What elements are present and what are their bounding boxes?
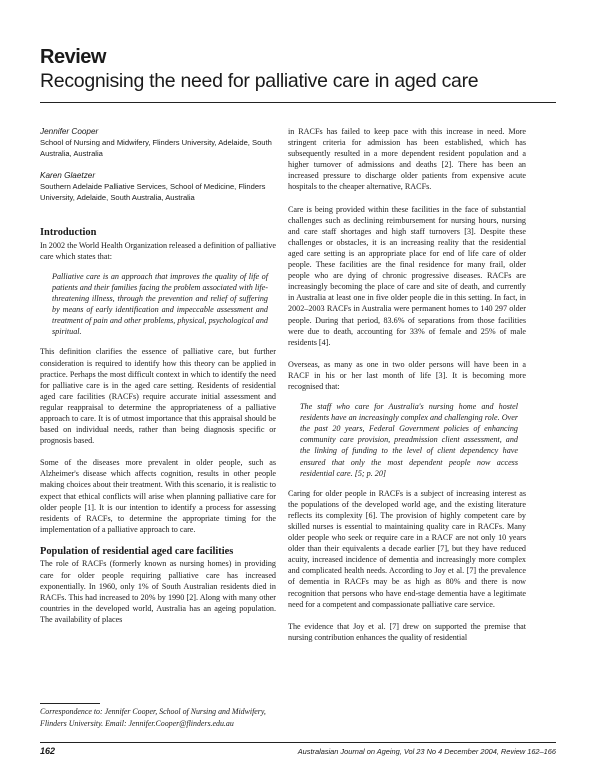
article-title: Recognising the need for palliative care in aged care [40, 70, 479, 92]
correspondence-footnote: Correspondence to: Jennifer Cooper, School of Nursing and Midwifery, Flinders University. Email: Jennifer.Cooper@flinders.edu.au [40, 707, 266, 728]
footnote-rule [40, 703, 100, 704]
author-block-2 [40, 170, 276, 203]
author-affiliation: School of Nursing and Midwifery, Flinders University, Adelaide, South Australia, Australia [40, 138, 272, 159]
page-number: 162 [40, 746, 56, 756]
paragraph: in RACFs has failed to keep pace with this increase in need. More stringent criteria for admission has been established, which has subsequently resulted in a more dependent resident population and a higher turnover of admissions and deaths [2]. There has been an increased pressure to discharge older patients from expensive acute hospitals to the cheaper alternative, RACFs. [288, 127, 526, 192]
footer-rule [40, 742, 556, 743]
paragraph: The evidence that Joy et al. [7] drew on supported the premise that nursing contribution enhances the quality of residential [288, 621, 526, 642]
author-name: Jennifer Cooper [40, 127, 99, 136]
paragraph: This definition clarifies the essence of palliative care, but further consideration is required to identify how this theory can be applied in practice. Perhaps the most difficult context in which to identify the need for palliative care is in the aged care setting. Residents of residential aged care facilities (RACFs) require accurate initial assessment and regular reappraisal to determine the appropriateness of a palliative approach to care. It is of utmost importance that this appraisal should be based on individual needs, rather than being diagnosis specific or prognosis based. [40, 347, 276, 446]
paragraph: In 2002 the World Health Organization released a definition of palliative care which states that: [40, 240, 276, 261]
section-heading-population: Population of residential aged care facilities [40, 545, 234, 557]
section-heading-introduction: Introduction [40, 227, 97, 239]
paragraph: Some of the diseases more prevalent in older people, such as Alzheimer's disease which affects cognition, results in other people making choices about their treatment. With this scenario, it is realistic to expect that ethical conflicts will arise when planning palliative care for older people [1]. It is our intention to identify a process for assessing residents of RACFs, to determine the appropriate timing for the implementation of a palliative approach to care. [40, 458, 276, 534]
journal-citation: Australasian Journal on Ageing, Vol 23 No 4 December 2004, Review 162–166 [297, 747, 556, 756]
author-affiliation: Southern Adelaide Palliative Services, School of Medicine, Flinders University, Adelaide, South Australia, Australia [40, 182, 266, 203]
title-rule [40, 102, 556, 103]
right-column [288, 126, 526, 643]
block-quote: The staff who care for Australia's nursing home and hostel residents have an increasingly complex and challenging role. Over the past 20 years, Federal Government policies of enhancing community care provision, preadmission client assessment, and the linking of funding to the level of client dependency have ensured that only the most dependent people now access residential care. [5; p. 20] [300, 402, 518, 478]
block-quote: Palliative care is an approach that improves the quality of life of patients and their families facing the problem associated with life-threatening illness, through the prevention and relief of suffering by means of early identification and impeccable assessment and treatment of pain and other problems, physical, psychological and spiritual. [52, 271, 268, 337]
author-name: Karen Glaetzer [40, 171, 96, 181]
paragraph: Overseas, as many as one in two older persons will have been in a RACF in his or her last month of life [3]. It is becoming more recognised that: [288, 359, 526, 391]
author-block-1 [40, 126, 276, 159]
left-column [40, 126, 276, 625]
paragraph: The role of RACFs (formerly known as nursing homes) in providing care for older people requiring palliative care has increased exponentially. In 1960, only 1% of South Australian residents died in RACFs. This had increased to 20% by 1990 [2]. Along with many other countries in the developed world, Australia has an ageing population. The availability of places [40, 559, 276, 624]
section-label: Review [40, 46, 106, 68]
paragraph: Care is being provided within these facilities in the face of substantial challenges such as declining reimbursement for nursing hours, nursing and care staff shortages and high staff turnovers [3]. Despite these challenges or obstacles, it is an increasing reality that the residential aged care setting is an appropriate place for end of life care of older people. These facilities are the final residence for many frail, older people who are dying of chronic progressive diseases. RACFs are increasingly becoming the place of care and site of death, and currently in Australia at least one in five older people die in this setting. In fact, in 2002–2003 RACFs in Australia were permanent homes to 140 297 older people. During that period, 83.6% of separations from those facilities were due to death, accounting for 33% of female and 25% of male residents [4]. [288, 204, 526, 347]
paragraph: Caring for older people in RACFs is a subject of increasing interest as the populations of the developed world age, and the existing literature reflects its complexity [6]. The provision of highly competent care by skilled nurses is essential to maintaining quality care in RACFs. Many older people who seek or require care in a RACF are not only 10 years older than their equivalents a decade earlier [7], but they have reduced acuity, increased incidence of dementia and increasingly more complex and complicated health needs. According to Joy et al. [7] the prevalence of dementia in RACFs may be as high as 80% and there is now recognition that persons who have end-stage dementia have a legitimate need for a competent and compassionate palliative care service. [288, 488, 526, 609]
